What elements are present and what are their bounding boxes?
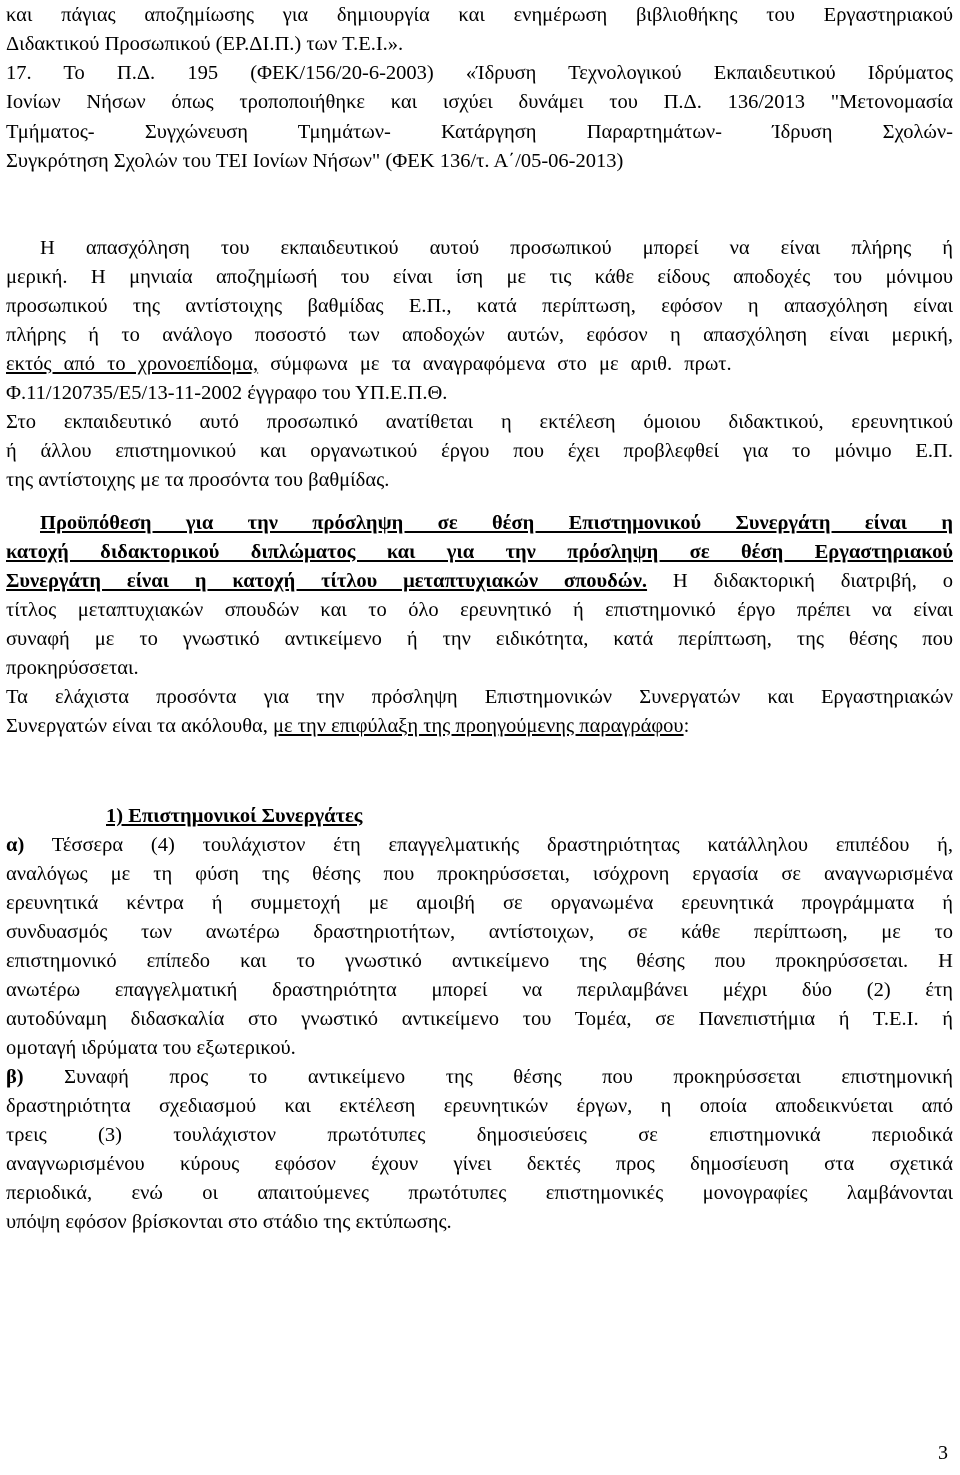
text-line: Στο εκπαιδευτικό αυτό προσωπικό ανατίθεται η εκτέλεση όμοιου διδακτικού, ερευνητικού bbox=[6, 411, 953, 433]
text-span: σύμφωνα με τα αναγραφόμενα στο με αριθ. πρωτ. bbox=[258, 353, 732, 375]
text-line: της αντίστοιχης με τα προσόντα του βαθμίδας. bbox=[6, 469, 390, 491]
text-line: τίτλος μεταπτυχιακών σπουδών και το όλο ερευνητικό ή επιστημονικό έργο πρέπει να είναι bbox=[6, 599, 953, 621]
text-line: προσωπικού της αντίστοιχης βαθμίδας Ε.Π., κατά περίπτωση, εφόσον η απασχόληση είναι bbox=[6, 295, 953, 317]
text-line bbox=[6, 711, 953, 741]
text-line: συναφή με το γνωστικό αντικείμενο ή την ειδικότητα, κατά περίπτωση, της θέσης που bbox=[6, 628, 953, 650]
item-label: β) bbox=[6, 1066, 24, 1088]
text-line: αναγνωρισμένου κύρους εφόσον έχουν γίνει δεκτές προς δημοσίευση στα σχετικά bbox=[6, 1153, 953, 1175]
text-line: πλήρης ή το ανάλογο ποσοστό των αποδοχών αυτών, εφόσον η απασχόληση είναι μερική, bbox=[6, 324, 953, 346]
text-line: Τμήματος- Συγχώνευση Τμημάτων- Κατάργηση Παραρτημάτων- Ίδρυση Σχολών- bbox=[6, 121, 953, 143]
text-span: Συναφή προς το αντικείμενο της θέσης που προκηρύσσεται επιστημονική bbox=[23, 1066, 953, 1088]
text-line: ανωτέρω επαγγελματική δραστηριότητα μπορεί να περιλαμβάνει μέχρι δύο (2) έτη bbox=[6, 979, 953, 1001]
text-line bbox=[6, 1062, 953, 1092]
text-line: 17. Το Π.Δ. 195 (ΦΕΚ/156/20-6-2003) «Ίδρυση Τεχνολογικού Εκπαιδευτικού Ιδρύματος bbox=[6, 62, 953, 84]
text-line: τρεις (3) τουλάχιστον πρωτότυπες δημοσιεύσεις σε επιστημονικά περιοδικά bbox=[6, 1124, 953, 1146]
text-line: περιοδικά, ενώ οι απαιτούμενες πρωτότυπες επιστημονικές μονογραφίες λαμβάνονται bbox=[6, 1182, 953, 1204]
text-line: Φ.11/120735/Ε5/13-11-2002 έγγραφο του ΥΠ.Ε.Π.Θ. bbox=[6, 382, 448, 404]
text-line: προκηρύσσεται. bbox=[6, 657, 139, 679]
prerequisite-text: Προϋπόθεση για την πρόσληψη σε θέση Επιστημονικού Συνεργάτη είναι η bbox=[40, 512, 953, 534]
text-line bbox=[6, 830, 953, 860]
text-span: : bbox=[683, 715, 690, 737]
text-line: ή άλλου επιστημονικού και οργανωτικού έργου που έχει προβλεφθεί για το μόνιμο Ε.Π. bbox=[6, 440, 953, 462]
text-span: Τέσσερα (4) τουλάχιστον έτη επαγγελματικής δραστηριότητας κατάλληλου επιπέδου ή, bbox=[24, 834, 953, 856]
text-line bbox=[6, 566, 953, 596]
prerequisite-text: κατοχή διδακτορικού διπλώματος και για την πρόσληψη σε θέση Εργαστηριακού bbox=[6, 541, 953, 563]
text-line: Διδακτικού Προσωπικού (ΕΡ.ΔΙ.Π.) των Τ.Ε.Ι.». bbox=[6, 33, 404, 55]
text-line: ερευνητικά κέντρα ή συμμετοχή με αμοιβή σε οργανωμένα ερευνητικά προγράμματα ή bbox=[6, 892, 953, 914]
text-line: επιστημονικό επίπεδο και το γνωστικό αντικείμενο της θέσης που προκηρύσσεται. Η bbox=[6, 950, 953, 972]
underlined-text: με την επιφύλαξη της προηγούμενης παραγράφου bbox=[273, 715, 684, 737]
text-line: αναλόγως με τη φύση της θέσης που προκηρύσσεται, ισόχρονη εργασία σε αναγνωρισμένα bbox=[6, 863, 953, 885]
text-span: Η διδακτορική διατριβή, ο bbox=[647, 570, 953, 592]
item-label: α) bbox=[6, 834, 25, 856]
text-line: αυτοδύναμη διδασκαλία στο γνωστικό αντικείμενο του Τομέα, σε Πανεπιστήμια ή Τ.Ε.Ι. ή bbox=[6, 1008, 953, 1030]
section-heading: 1) Επιστημονικοί Συνεργάτες bbox=[106, 805, 363, 827]
text-line: ομοταγή ιδρύματα του εξωτερικού. bbox=[6, 1037, 296, 1059]
text-line bbox=[6, 349, 953, 379]
text-span: Συνεργατών είναι τα ακόλουθα, bbox=[6, 715, 274, 737]
text-line: Τα ελάχιστα προσόντα για την πρόσληψη Επιστημονικών Συνεργατών και Εργαστηριακών bbox=[6, 686, 953, 708]
text-line: Η απασχόληση του εκπαιδευτικού αυτού προσωπικού μπορεί να είναι πλήρης ή bbox=[40, 237, 953, 259]
text-line: δραστηριότητα σχεδιασμού και εκτέλεση ερευνητικών έργων, η οποία αποδεικνύεται από bbox=[6, 1095, 953, 1117]
text-line: Ιονίων Νήσων όπως τροποποιήθηκε και ισχύει δυνάμει του Π.Δ. 136/2013 "Μετονομασία bbox=[6, 91, 953, 113]
text-line: και πάγιας αποζημίωσης για δημιουργία και ενημέρωση βιβλιοθήκης του Εργαστηριακού bbox=[6, 4, 953, 26]
prerequisite-text: Συνεργάτη είναι η κατοχή τίτλου μεταπτυχιακών σπουδών. bbox=[6, 570, 648, 592]
page-number: 3 bbox=[938, 1442, 948, 1464]
text-line: μερική. Η μηνιαία αποζημίωσή του είναι ίση με τις κάθε είδους αποδοχές του μόνιμου bbox=[6, 266, 953, 288]
text-line: συνδυασμός των ανωτέρω δραστηριοτήτων, αντίστοιχων, σε κάθε περίπτωση, με το bbox=[6, 921, 953, 943]
underlined-text: εκτός από το χρονοεπίδομα, bbox=[6, 353, 259, 375]
text-line: υπόψη εφόσον βρίσκονται στο στάδιο της εκτύπωσης. bbox=[6, 1211, 452, 1233]
text-line: Συγκρότηση Σχολών του ΤΕΙ Ιονίων Νήσων" (ΦΕΚ 136/τ. Α΄/05-06-2013) bbox=[6, 150, 624, 172]
